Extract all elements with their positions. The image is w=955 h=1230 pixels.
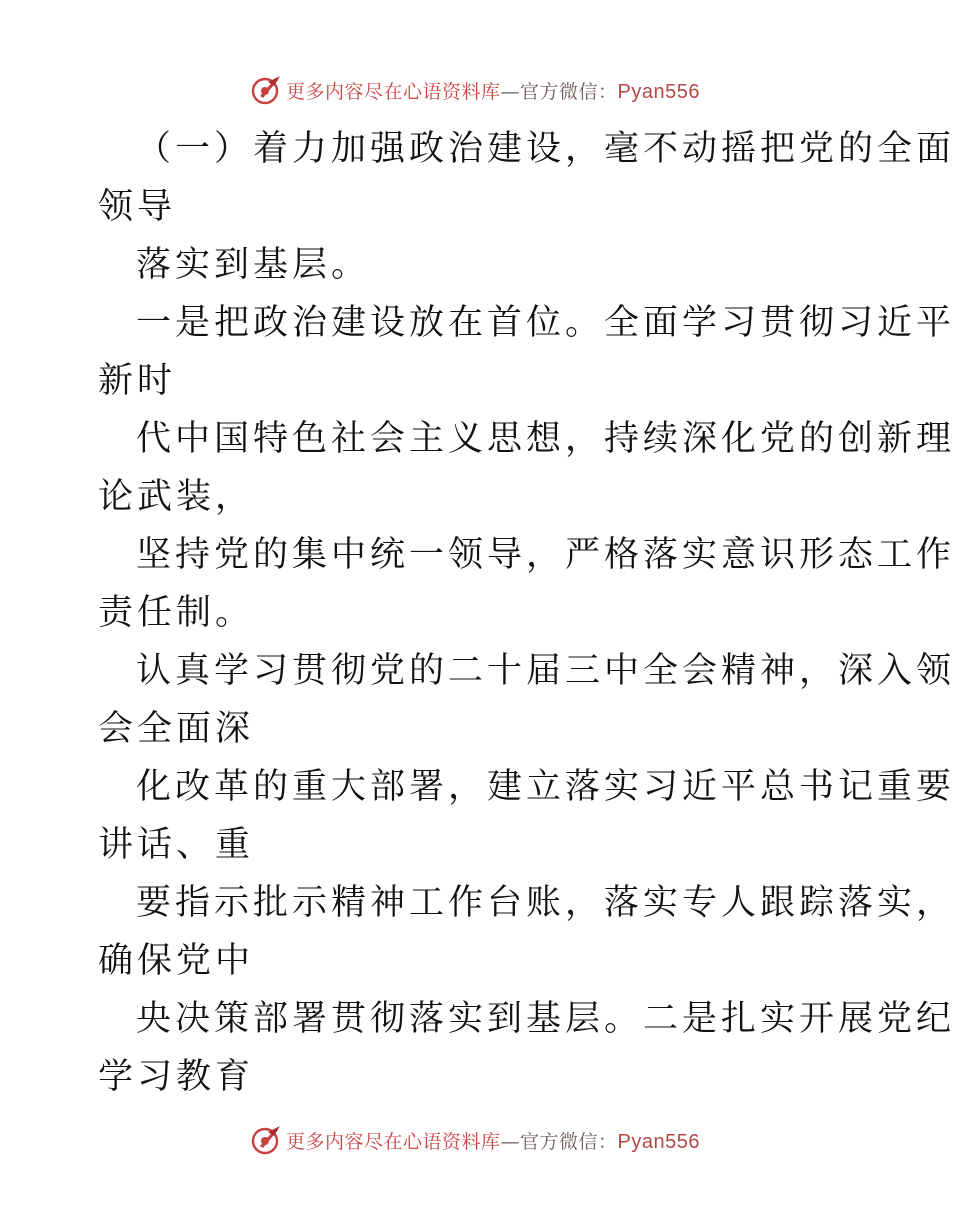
watermark-text	[286, 77, 700, 104]
body-line: 一是把政治建设放在首位。全面学习贯彻习近平	[136, 303, 955, 343]
watermark-wechat-id: Pyan556	[617, 80, 700, 103]
body-line: 认真学习贯彻党的二十届三中全会精神，深入领	[136, 651, 955, 691]
body-line: 讲话、重	[98, 825, 255, 865]
body-line: 落实到基层。	[136, 245, 371, 285]
body-line: 会全面深	[98, 709, 255, 749]
watermark-dash: —	[500, 1130, 521, 1153]
watermark-wechat-label: 官方微信：	[520, 1130, 618, 1153]
watermark-wechat-label: 官方微信：	[520, 80, 618, 103]
body-line: 要指示批示精神工作台账，落实专人跟踪落实，	[136, 883, 955, 923]
watermark-wechat-id: Pyan556	[617, 1130, 700, 1153]
footer-watermark	[0, 1120, 950, 1160]
document-body	[98, 120, 955, 1106]
body-line: 央决策部署贯彻落实到基层。二是扎实开展党纪	[136, 999, 955, 1039]
body-line: （一）着力加强政治建设，毫不动摇把党的全面	[136, 129, 955, 169]
watermark-dash: —	[500, 80, 521, 103]
body-line: 论武装，	[98, 477, 255, 517]
watermark-site-text: 更多内容尽在心语资料库	[286, 80, 501, 103]
body-line: 领导	[98, 187, 177, 227]
watermark-site-text: 更多内容尽在心语资料库	[286, 1130, 501, 1153]
body-line: 代中国特色社会主义思想，持续深化党的创新理	[136, 419, 955, 459]
feather-pen-logo-icon	[250, 74, 282, 106]
feather-pen-logo-icon	[250, 1124, 282, 1156]
header-watermark	[0, 70, 950, 110]
watermark-text	[286, 1127, 700, 1154]
body-line: 新时	[98, 361, 177, 401]
body-line: 坚持党的集中统一领导，严格落实意识形态工作	[136, 535, 955, 575]
body-line: 学习教育	[98, 1057, 255, 1097]
body-line: 确保党中	[98, 941, 255, 981]
body-line: 责任制。	[98, 593, 255, 633]
body-line: 化改革的重大部署，建立落实习近平总书记重要	[136, 767, 955, 807]
